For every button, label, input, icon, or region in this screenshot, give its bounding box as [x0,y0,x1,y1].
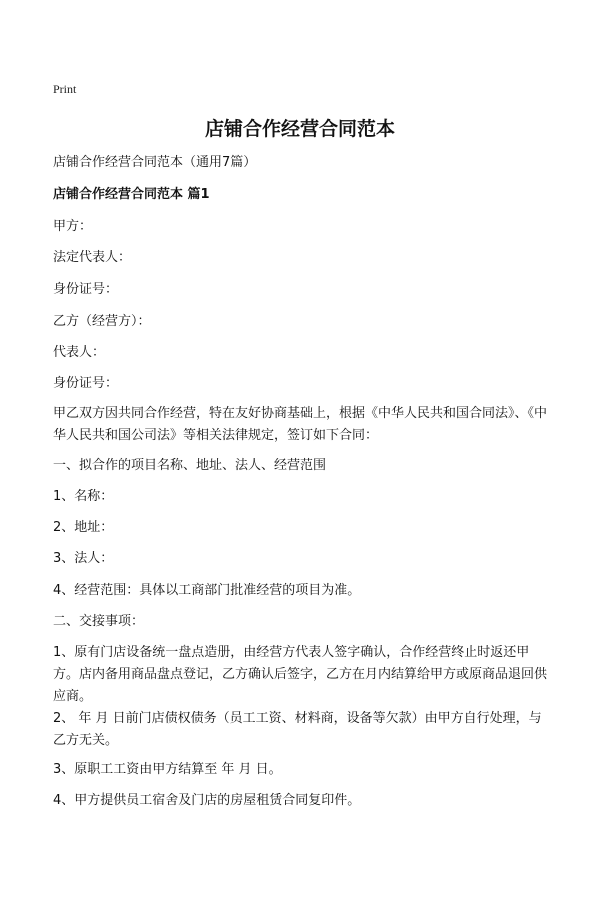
section-heading: 店铺合作经营合同范本 篇1 [53,187,210,202]
id-number-a-field: 身份证号： [53,282,119,297]
list-item: 2、地址： [53,520,114,535]
representative-field: 代表人： [53,345,106,360]
list-item: 2、 年 月 日前门店债权债务（员工工资、材料商，设备等欠款）由甲方自行处理，与乙方无关。 [53,711,542,748]
document-subtitle: 店铺合作经营合同范本（通用7篇） [53,155,257,170]
section-1-heading: 一、拟合作的项目名称、地址、法人、经营范围 [53,458,327,473]
legal-representative-field: 法定代表人： [53,250,132,265]
party-b-field: 乙方（经营方）： [53,314,151,329]
party-a-field: 甲方： [53,219,93,234]
list-item: 3、法人： [53,551,114,566]
list-item: 1、原有门店设备统一盘点造册，由经营方代表人签字确认，合作经营终止时返还甲方。店内备用商品盘点登记，乙方确认后签字，乙方在月内结算给甲方或原商品退回供应商。 [53,645,548,704]
list-item: 4、甲方提供员工宿舍及门店的房屋租赁合同复印件。 [53,793,361,808]
section-2-heading: 二、交接事项： [53,614,145,629]
document-title: 店铺合作经营合同范本 [204,118,395,140]
list-item: 1、名称： [53,489,114,504]
list-item: 4、经营范围：具体以工商部门批准经营的项目为准。 [53,583,361,598]
id-number-b-field: 身份证号： [53,376,119,391]
print-label: Print [53,82,77,96]
intro-paragraph: 甲乙双方因共同合作经营，特在友好协商基础上，根据《中华人民共和国合同法》、《中华人民共和国公司法》等相关法律规定，签订如下合同： [53,406,548,443]
list-item: 3、原职工工资由甲方结算至 年 月 日。 [53,762,282,777]
